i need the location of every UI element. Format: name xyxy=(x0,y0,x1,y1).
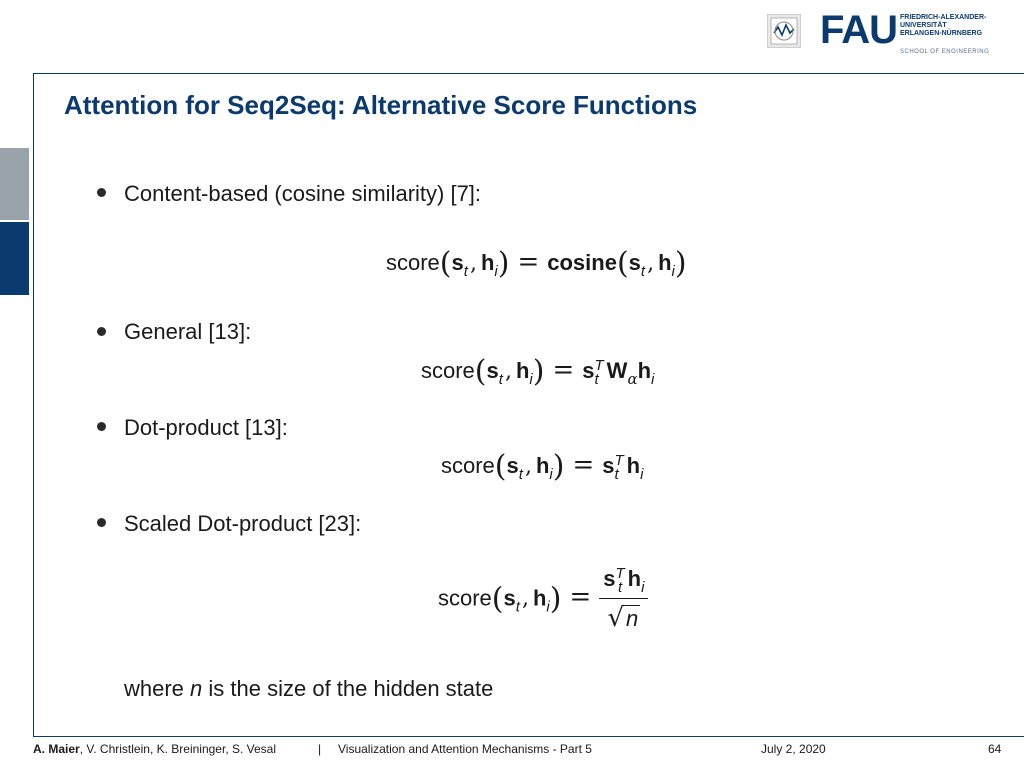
sub-i: i xyxy=(641,579,645,596)
formula-fn: score xyxy=(421,358,475,383)
formula-fn: score xyxy=(386,250,440,275)
sub-i: i xyxy=(529,371,533,388)
comma: , xyxy=(647,251,655,276)
var-h: h xyxy=(535,453,550,478)
var-s: s xyxy=(602,453,615,478)
fraction xyxy=(599,566,648,633)
sqrt-symbol: √ xyxy=(607,603,625,633)
var-h: h xyxy=(515,358,530,383)
sub-t: t xyxy=(614,466,619,483)
paren: ( xyxy=(494,449,507,484)
note-hidden-state xyxy=(124,676,493,702)
note-text: where xyxy=(124,676,191,701)
slide-frame xyxy=(33,73,1024,737)
var-h: h xyxy=(627,566,642,591)
paren: ( xyxy=(491,581,504,617)
sub-i: i xyxy=(494,263,498,280)
var-s: s xyxy=(486,358,499,383)
sub-i: i xyxy=(546,598,550,616)
sub-i: i xyxy=(549,466,553,483)
subsup xyxy=(595,359,604,387)
var-s: s xyxy=(582,358,595,383)
slide-title: Attention for Seq2Seq: Alternative Score Functions xyxy=(64,90,698,120)
var-s: s xyxy=(506,453,519,478)
fraction-numerator xyxy=(599,566,648,599)
equals: = xyxy=(552,355,575,385)
paren: ) xyxy=(532,354,545,389)
bullet-dot xyxy=(97,327,106,336)
footer-other-authors: , V. Christlein, K. Breininger, S. Vesal xyxy=(79,742,277,756)
subsup xyxy=(615,454,624,482)
bullet-dot xyxy=(97,518,106,527)
sub-i: i xyxy=(651,371,655,388)
var-h: h xyxy=(480,250,495,275)
footer-lead-author: A. Maier xyxy=(33,742,80,756)
bullet-dot-product: Dot-product [13]: xyxy=(124,415,288,440)
var-s: s xyxy=(603,566,616,591)
subsup xyxy=(616,567,625,595)
equals: = xyxy=(572,450,595,480)
university-name xyxy=(900,14,986,38)
sup-T: T xyxy=(614,452,624,469)
sub-t: t xyxy=(463,263,468,280)
var-h: h xyxy=(626,453,641,478)
var-h: h xyxy=(658,250,672,275)
sub-t: t xyxy=(515,598,520,616)
sub-t: t xyxy=(518,466,523,483)
sub-t: t xyxy=(594,371,599,388)
equals: = xyxy=(517,247,540,277)
sub-i: i xyxy=(671,263,675,280)
bullet-general: General [13]: xyxy=(124,319,252,344)
var-s: s xyxy=(628,250,641,275)
formula-cosine xyxy=(386,246,687,281)
pattern-recognition-lab-logo-icon xyxy=(767,14,801,48)
formula-scaled-dot-product xyxy=(438,566,648,633)
sub-i: i xyxy=(640,466,644,483)
note-var-n: n xyxy=(190,676,203,701)
bullet-dot xyxy=(97,422,106,431)
university-line: ERLANGEN-NÜRNBERG xyxy=(900,30,983,37)
footer-course: Visualization and Attention Mechanisms - Part 5 xyxy=(338,742,592,756)
sub-t: t xyxy=(640,263,646,280)
side-marker-blue xyxy=(0,222,29,295)
university-line: UNIVERSITÄT xyxy=(900,22,947,29)
university-line: FRIEDRICH-ALEXANDER- xyxy=(900,14,987,21)
sub-alpha: α xyxy=(627,370,638,388)
equals: = xyxy=(569,582,592,613)
paren: ( xyxy=(616,246,629,281)
footer-separator: | xyxy=(318,742,322,756)
comma: , xyxy=(469,251,477,276)
footer-date: July 2, 2020 xyxy=(761,742,826,756)
footer-authors xyxy=(33,742,276,756)
var-W: W xyxy=(606,358,628,383)
school-name: SCHOOL OF ENGINEERING xyxy=(900,49,990,55)
sup-T: T xyxy=(615,565,625,582)
paren: ) xyxy=(497,246,510,281)
note-text: is the size of the hidden state xyxy=(202,676,494,701)
side-marker-gray xyxy=(0,148,29,220)
comma: , xyxy=(521,586,529,612)
formula-fn: score xyxy=(438,585,492,611)
paren: ( xyxy=(474,354,487,389)
var-h: h xyxy=(637,358,652,383)
fraction-denominator xyxy=(599,599,648,633)
formula-dot-product xyxy=(441,449,643,484)
footer-page-number: 64 xyxy=(988,742,1002,756)
comma: , xyxy=(504,359,512,384)
formula-fn: score xyxy=(441,453,495,478)
comma: , xyxy=(524,454,532,479)
var-s: s xyxy=(451,250,464,275)
sup-T: T xyxy=(594,357,604,374)
sub-t: t xyxy=(618,579,623,596)
paren: ) xyxy=(552,449,565,484)
bullet-dot xyxy=(97,188,106,197)
fau-logo: FAU xyxy=(820,8,897,52)
paren: ) xyxy=(674,246,687,281)
bullet-content-based: Content-based (cosine similarity) [7]: xyxy=(124,181,482,206)
paren: ) xyxy=(549,581,562,617)
formula-fn-cosine: cosine xyxy=(547,250,617,275)
var-s: s xyxy=(503,585,516,611)
formula-general xyxy=(421,354,654,389)
bullet-scaled-dot-product: Scaled Dot-product [23]: xyxy=(124,511,362,536)
sub-t: t xyxy=(498,371,503,388)
paren: ( xyxy=(439,246,452,281)
var-n: n xyxy=(626,606,639,631)
var-h: h xyxy=(532,585,547,611)
